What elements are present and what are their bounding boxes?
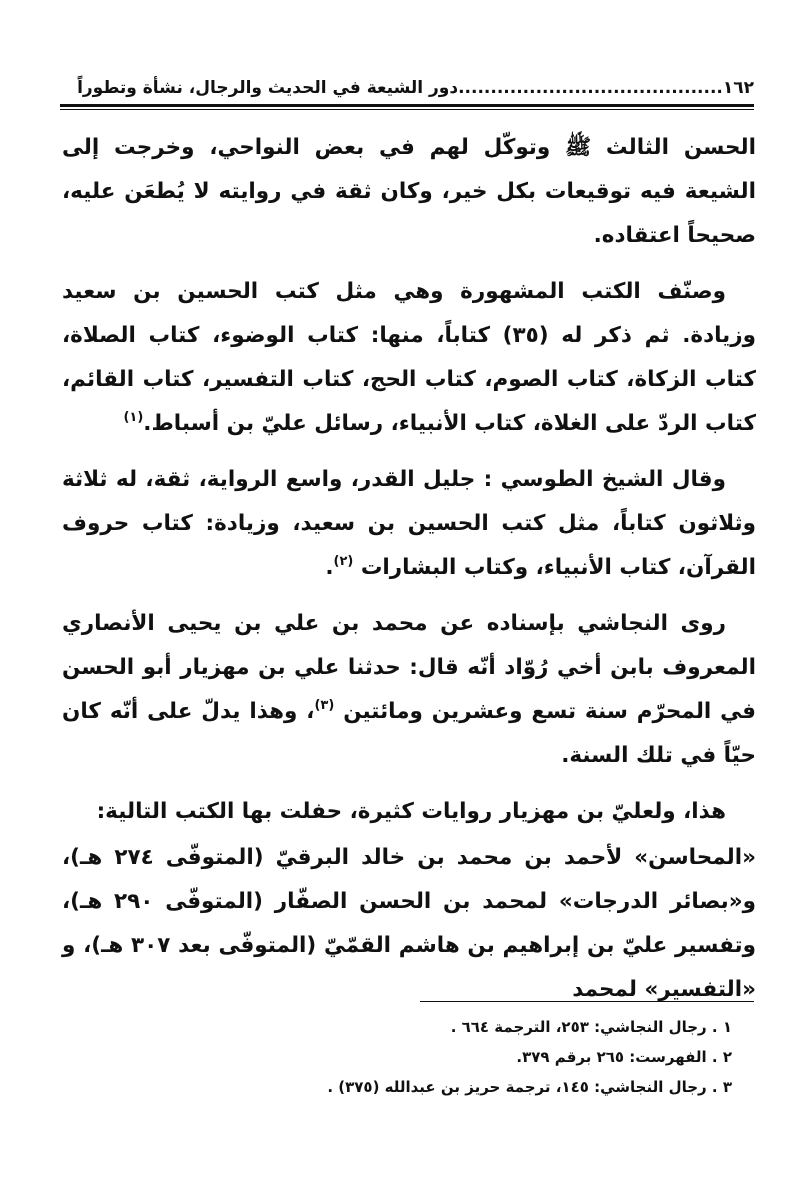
page-number: ١٦٢ (722, 78, 754, 98)
footnote-2: ٢ . الفهرست: ٢٦٥ برقم ٣٧٩. (516, 1048, 732, 1066)
paragraph-3-end: . (325, 555, 334, 580)
paragraph-6: «المحاسن» لأحمد بن محمد بن خالد البرقيّ (المتوفّى ٢٧٤ هـ)، و«بصائر الدرجات» لمحمد بن الحسن الصفّار (المتوفّى ٢٩٠ هـ)، وتفسير عليّ بن إبراهيم بن هاشم القمّيّ (المتوفّى بعد ٣٠٧ هـ)، و «التفسير» لمحمد (62, 845, 756, 1002)
paragraph-3 (62, 458, 756, 590)
paragraph-4-text-a: روى النجاشي بإسناده عن محمد بن علي بن يحيى الأنصاري المعروف بابن أخي رُوّاد أنّه قال: حدثنا علي بن مهزيار أبو الحسن في المحرّم سنة تسع وعشرين ومائتين (62, 611, 756, 724)
footnote-3: ٣ . رجال النجاشي: ١٤٥، ترجمة حريز بن عبدالله (٣٧٥) . (327, 1078, 732, 1096)
paragraph-4 (62, 602, 756, 778)
running-header (60, 72, 754, 102)
footnote-separator (420, 1001, 754, 1002)
paragraph-4-text-b: ، وهذا يدلّ على أنّه كان حيّاً في تلك السنة. (62, 699, 756, 768)
paragraph-2-text: وصنّف الكتب المشهورة وهي مثل كتب الحسين بن سعيد وزيادة. ثم ذكر له (٣٥) كتاباً، منها: كتاب الوضوء، كتاب الصلاة، كتاب الزكاة، كتاب الصوم، كتاب الحج، كتاب التفسير، كتاب القائم، كتاب الردّ على الغلاة، كتاب الأنبياء، رسائل عليّ بن أسباط. (62, 279, 756, 436)
footnote-ref-1: (١) (123, 410, 144, 425)
footnotes (62, 1012, 732, 1102)
header-dots: ......................................... (458, 78, 723, 98)
paragraph-1: الحسن الثالث ﷺ وتوكّل لهم في بعض النواحي، وخرجت إلى الشيعة فيه توقيعات بكل خير، وكان ثقة في روايته لا يُطعَن عليه، صحيحاً اعتقاده. (62, 135, 756, 248)
footnote-ref-2: (٢) (333, 554, 354, 569)
paragraph-2 (62, 270, 756, 446)
footnote-ref-3: (٣) (314, 698, 335, 713)
running-title: دور الشيعة في الحديث والرجال، نشأة وتطوراً (77, 78, 459, 98)
paragraph-3-text: وقال الشيخ الطوسي : جليل القدر، واسع الرواية، ثقة، له ثلاثة وثلاثون كتاباً، مثل كتب الحسين بن سعيد، وزيادة: كتاب حروف القرآن، كتاب الأنبياء، وكتاب البشارات (62, 467, 756, 580)
paragraph-5: هذا، ولعليّ بن مهزيار روايات كثيرة، حفلت بها الكتب التالية: (96, 799, 726, 824)
main-text (62, 126, 756, 1024)
footnote-1: ١ . رجال النجاشي: ٢٥٣، الترجمة ٦٦٤ . (450, 1018, 732, 1036)
header-rule-thin (60, 109, 754, 110)
header-rule (60, 104, 754, 107)
